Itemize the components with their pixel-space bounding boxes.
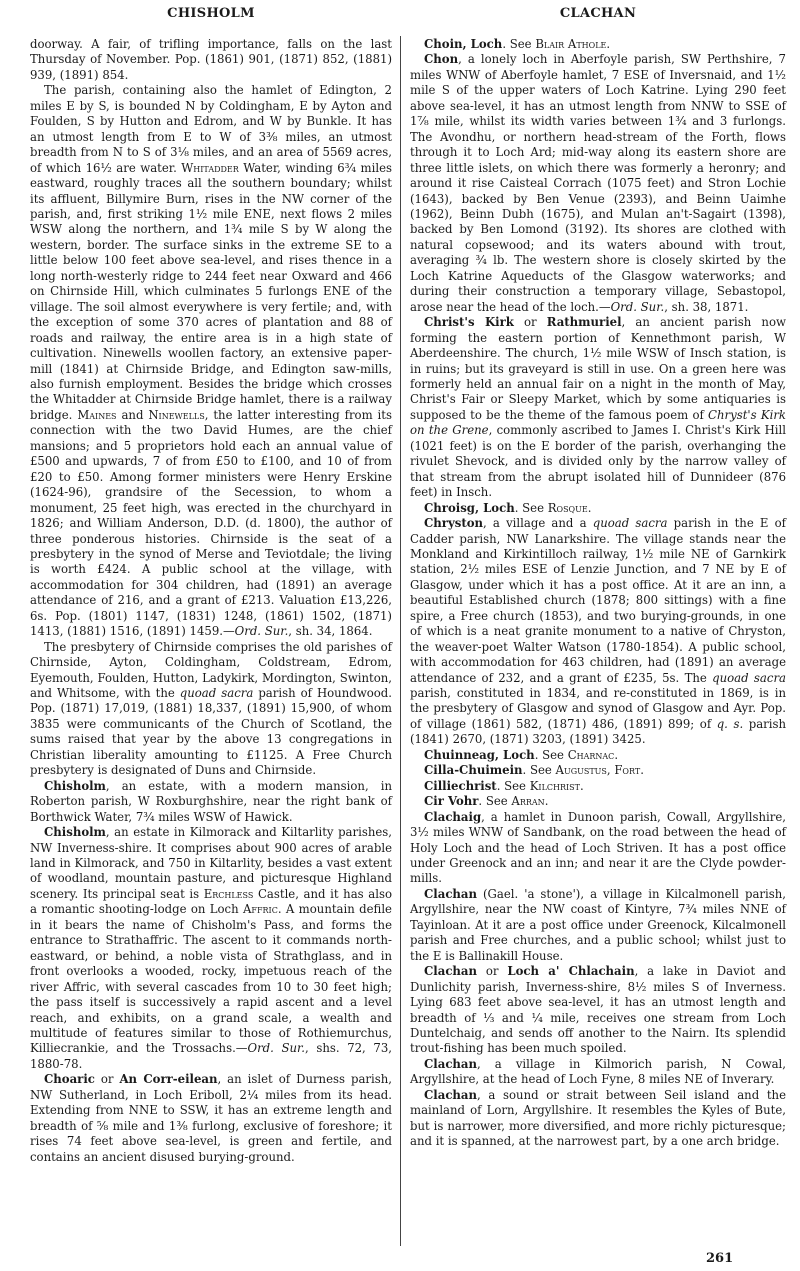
body-text: , the latter interesting from its connection with the two David Humes, are the chief mansions; and 5 proprietors hold each an annual value of £500 and upwards, 7 of from £50 to £100, and 10 of from £20 to £50. Among former ministers were Henry Erskine (1624-96), grandsire of the Secession, to whom a monument, 25 feet high, was erected in the churchyard in 1826; and William Anderson, D.D. (d. 1800), the author of three ponderous histories. Chirnside is the seat of a presbytery in the synod of Merse and Teviotdale; the living is worth £424. A public school at the village, with accommodation for 304 children, had (1891) an average attendance of 216, and a grant of £213. Valuation £13,226, 6s. Pop. (1801) 1147, (1831) 1248, (1861) 1502, (1871) 1413, (1881) 1516, (1891) 1459.— (30, 407, 392, 639)
entry-paragraph (410, 748, 786, 763)
entry-paragraph (410, 779, 786, 794)
small-caps-text: Charnac (567, 747, 615, 762)
body-text: parish in the E of Cadder parish, NW Lanarkshire. The village stands near the Monkland and Kirkintilloch railway, 1½ mile NE of Garnkirk station, 2½ miles ESE of Lenzie Junction, and 7 NE by E of Glasgow, under which it has a post office. At it are an inn, a beautiful Established church (1878; 800 sittings) with a fine spire, a Free church (1853), and two burying-grounds, in one of which is a neat granite monument to a native of Chryston, the weaver-poet Walter Watson (1780-1854). A public school, with accommodation for 463 children, had (1891) an average attendance of 232, and a grant of £235, 5s. The (410, 516, 786, 685)
body-text: , a village and a (483, 516, 593, 531)
body-text: parish of Houndwood. Pop. (1871) 17,019, (1881) 18,337, (1891) 15,900, of whom 3835 were communicants of the Church of Scotland, the sums raised that year by the above 13 congregations in Christian liberality amounting to £1125. A Free Church presbytery is designated of Duns and Chirnside. (30, 686, 392, 778)
italic-text: q. s. (716, 716, 744, 731)
entry-headword: Clachan (424, 886, 477, 901)
body-text: , a sound or strait between Seil island and the mainland of Lorn, Argyllshire. It resembles the Kyles of Bute, but is narrower, more diversified, and more richly picturesque; and it is spanned, at the narrowest part, by a one arch bridge. (410, 1087, 786, 1149)
body-text: . A mountain defile in it bears the name of Chisholm's Pass, and forms the entrance to Strathaffric. The ascent to it commands north-eastward, or behind, a noble vista of Strathglass, and in front overlooks a wooded, rocky, impetuous reach of the river Affric, with several cascades from 10 to 30 feet high; the pass itself is successively a rapid ascent and a level reach, and exhibits, on a grand scale, a wealth and multitude of features similar to those of Rothiemurchus, Killiecrankie, and the Trossachs.— (30, 902, 392, 1056)
entry-paragraph (30, 37, 392, 83)
body-text: . (606, 37, 611, 51)
italic-text: quoad sacra (592, 516, 668, 531)
entry-headword: Chisholm (44, 778, 106, 793)
entry-headword: Clachaig (424, 809, 482, 824)
body-text: . (580, 778, 584, 793)
entry-paragraph (410, 501, 786, 516)
small-caps-text: Arran (511, 794, 545, 809)
body-text: , an estate in Kilmorack and Kiltarlity parishes, NW Inverness-shire. It comprises about 900 acres of arable land in Kilmorack, and 750 in Kiltarlity, besides a vast extent of woodland, mountain pasture, and picturesque Highland scenery. Its principal seat is (30, 825, 392, 901)
entry-paragraph (410, 1088, 786, 1150)
small-caps-text: Affric (242, 902, 278, 917)
entry-headword: Clachan (424, 1087, 477, 1102)
small-caps-text: Rosque (547, 500, 588, 515)
body-text: . See (478, 794, 512, 809)
column-divider (400, 36, 401, 1246)
italic-text: quoad sacra (712, 670, 786, 685)
body-text: , a lonely loch in Aberfoyle parish, SW Perthshire, 7 miles WNW of Aberfoyle hamlet, 7 ESE of Inversnaid, and 1½ mile S of the upper waters of Loch Katrine. Lying 290 feet above sea-level, it has an utmost length from NNW to SSE of 1⅞ mile, whilst its width varies between 1¾ and 3 furlongs. The Avondhu, or northern head-stream of the Forth, flows through it to Loch Ard; mid-way along its eastern shore are three little islets, on which there was formerly a heronry; and around it rise Caisteal Corrach (1075 feet) and Stron Lochie (1643), backed by Ben Venue (2393), and Beinn Uaimhe (1962), Beinn Dubh (1675), and Mulan an't-Sagairt (1398), backed by Ben Lomond (3192). Its shores are clothed with natural copsewood; and its waters abound with trout, averaging ¾ lb. The western shore is closely skirted by the Loch Katrine Aqueducts of the Glasgow waterworks; and during their construction a temporary village, Sebastopol, arose near the head of the loch.— (410, 52, 786, 314)
entry-headword: Loch a' Chlachain (507, 964, 635, 979)
running-header-right: CLACHAN (559, 6, 637, 21)
running-header-left: CHISHOLM (167, 6, 255, 21)
body-text: , commonly ascribed to James I. Christ's Kirk Hill (1021 feet) is on the E border of the parish, overhanging the rivulet Shevock, and is divided only by the narrow valley of that stream from the abrupt isolated hill of Dunnideer (876 feet) in Insch. (410, 423, 787, 500)
entry-paragraph (410, 315, 786, 500)
entry-paragraph (30, 825, 392, 1072)
body-text: (Gael. 'a stone'), a village in Kilcalmonell parish, Argyllshire, near the NW coast of Kintyre, 7¾ miles NNE of Tayinloan. At it are a post office under Greenock, Kilcalmonell parish and Free churches, and a public school; whilst just to the E is Ballinakill House. (410, 886, 786, 963)
entry-paragraph (30, 83, 392, 639)
body-text: or (94, 1072, 120, 1087)
body-text: , a lake in Daviot and Dunlichity parish, Inverness-shire, 8½ miles S of Inverness. Lying 683 feet above sea-level, it has an utmost length and breadth of ⅓ and ¼ mile, receives one stream from Loch Duntelchaig, and sends off another to the Nairn. Its splendid trout-fishing has been much spoiled. (410, 964, 787, 1056)
body-text: or (477, 964, 508, 979)
entry-paragraph (410, 964, 786, 1057)
italic-text: Chryst's Kirk on the Grene (410, 407, 786, 438)
body-text: , shs. 72, 73, 1880-78. (30, 1041, 392, 1071)
body-text: Water, winding 6¾ miles eastward, roughly traces all the southern boundary; whilst its affluent, Billymire Burn, rises in the NW corner of the parish, and, first striking 1½ mile ENE, next flows 2 miles WSW along the northern, and 1¾ mile S by W along the western, border. The surface sinks in the extreme SE to a little below 100 feet above sea-level, and rises thence in a long north-westerly ridge to 244 feet near Oxward and 466 on Chirnside Hill, which culminates 5 furlongs ENE of the village. The soil almost everywhere is very fertile; and, with the exception of some 370 acres of plantation and 88 of roads and railway, the entire area is in a high state of cultivation. Ninewells woollen factory, an extensive paper-mill (1841) at Chirnside Bridge, and Edington saw-mills, also furnish employment. Besides the bridge which crosses the Whitadder at Chirnside Bridge hamlet, there is a railway bridge. (30, 160, 392, 422)
entry-headword: Choin, Loch (424, 37, 503, 51)
entry-paragraph (410, 763, 786, 778)
body-text: . See (514, 500, 548, 515)
entry-headword: Rathmuriel (546, 315, 622, 330)
right-column (410, 37, 786, 1150)
small-caps-text: Whitadder (181, 160, 239, 175)
entry-paragraph (410, 887, 786, 964)
body-text: . (587, 500, 592, 515)
body-text: . (544, 794, 549, 809)
body-text: . See (534, 747, 568, 762)
entry-headword: Chon (424, 52, 459, 67)
body-text: or (513, 315, 547, 330)
page-number: 261 (706, 1251, 734, 1266)
small-caps-text: Erchless (203, 886, 254, 901)
body-text: . See (502, 37, 536, 51)
italic-text: quoad sacra (179, 686, 254, 701)
entry-paragraph (410, 1057, 786, 1088)
body-text: . See (522, 763, 556, 778)
body-text: parish, constituted in 1834, and re-constituted in 1869, is in the presbytery of Glasgow and synod of Glasgow and Ayr. Pop. of village (1861) 582, (1871) 486, (1891) 899; of (410, 686, 786, 731)
body-text: , sh. 34, 1864. (288, 624, 373, 639)
body-text: , a hamlet in Dunoon parish, Cowall, Argyllshire, 3½ miles WNW of Sandbank, on the road between the head of Holy Loch and the head of Loch Striven. It has a post office under Greenock and an inn; and near it are the Clyde powder-mills. (410, 809, 786, 886)
small-caps-text: Blair Athole (535, 37, 607, 51)
small-caps-text: Ninewells (148, 407, 205, 422)
body-text: . (640, 763, 644, 778)
entry-headword: Christ's Kirk (424, 315, 514, 330)
entry-headword: Cilliechrist (424, 778, 497, 793)
small-caps-text: Augustus, Fort (555, 763, 641, 778)
entry-headword: Chuinneag, Loch (424, 747, 535, 762)
italic-text: Ord. Sur. (610, 299, 665, 314)
entry-paragraph (30, 779, 392, 825)
body-text: The presbytery of Chirnside comprises the old parishes of Chirnside, Ayton, Coldingham, Coldstream, Edrom, Eyemouth, Foulden, Hutton, Ladykirk, Mordington, Swinton, and Whitsome, with the (30, 639, 392, 701)
italic-text: Ord. Sur. (234, 624, 289, 639)
entry-paragraph (30, 1072, 392, 1165)
entry-headword: Clachan (424, 964, 477, 979)
entry-paragraph (410, 52, 786, 315)
entry-paragraph (410, 37, 786, 52)
small-caps-text: Maines (77, 407, 117, 422)
italic-text: Ord. Sur. (247, 1041, 306, 1056)
body-text: . (614, 747, 619, 762)
body-text: . See (496, 778, 530, 793)
left-column (30, 37, 392, 1165)
body-text: , an islet of Durness parish, NW Sutherland, in Loch Eriboll, 2¼ miles from its head. Extending from NNE to SSW, it has an extreme length and breadth of ⅝ mile and 1⅜ furlong, exclusive of foreshore; it rises 74 feet above sea-level, is green and fertile, and contains an ancient disused burying-ground. (30, 1072, 392, 1164)
body-text: The parish, containing also the hamlet of Edington, 2 miles E by S, is bounded N by Coldingham, E by Ayton and Foulden, S by Hutton and Edrom, and W by Bunkle. It has an utmost length from E to W of 3⅜ miles, an utmost breadth from N to S of 3⅛ miles, and an area of 5569 acres, of which 16½ are water. (30, 83, 392, 175)
entry-headword: Cilla-Chuimein (424, 763, 523, 778)
entry-headword: Chroisg, Loch (424, 500, 515, 515)
entry-paragraph (410, 794, 786, 809)
body-text: doorway. A fair, of trifling importance, falls on the last Thursday of November. Pop. (1861) 901, (1871) 852, (1881) 939, (1891) 854. (30, 37, 392, 82)
entry-paragraph (410, 810, 786, 887)
body-text: , a village in Kilmorich parish, N Cowal, Argyllshire, at the head of Loch Fyne, 8 miles NE of Inverary. (410, 1056, 786, 1087)
entry-headword: An Corr-eilean (119, 1072, 218, 1087)
body-text: , sh. 38, 1871. (664, 299, 749, 314)
body-text: Castle, and it has also a romantic shooting-lodge on Loch (30, 886, 392, 917)
entry-paragraph (410, 516, 786, 748)
body-text: , an estate, with a modern mansion, in Roberton parish, W Roxburghshire, near the right bank of Borthwick Water, 7¾ miles WSW of Hawick. (30, 778, 392, 824)
entry-headword: Cir Vohr (424, 794, 479, 809)
entry-headword: Chisholm (44, 825, 106, 840)
entry-headword: Clachan (424, 1056, 477, 1071)
entry-headword: Choaric (44, 1072, 95, 1087)
entry-paragraph (30, 640, 392, 779)
body-text: , an ancient parish now forming the eastern portion of Kennethmont parish, W Aberdeenshire. The church, 1½ mile WSW of Insch station, is in ruins; but its graveyard is still in use. On a green here was formerly held an annual fair on a night in the month of May, Christ's Fair or Sleepy Market, which by some antiquaries is supposed to be the theme of the famous poem of (410, 315, 786, 422)
body-text: parish (1841) 2670, (1871) 3203, (1891) 3425. (410, 716, 787, 747)
body-text: and (116, 407, 149, 422)
small-caps-text: Kilchrist (529, 778, 580, 793)
entry-headword: Chryston (424, 516, 484, 531)
